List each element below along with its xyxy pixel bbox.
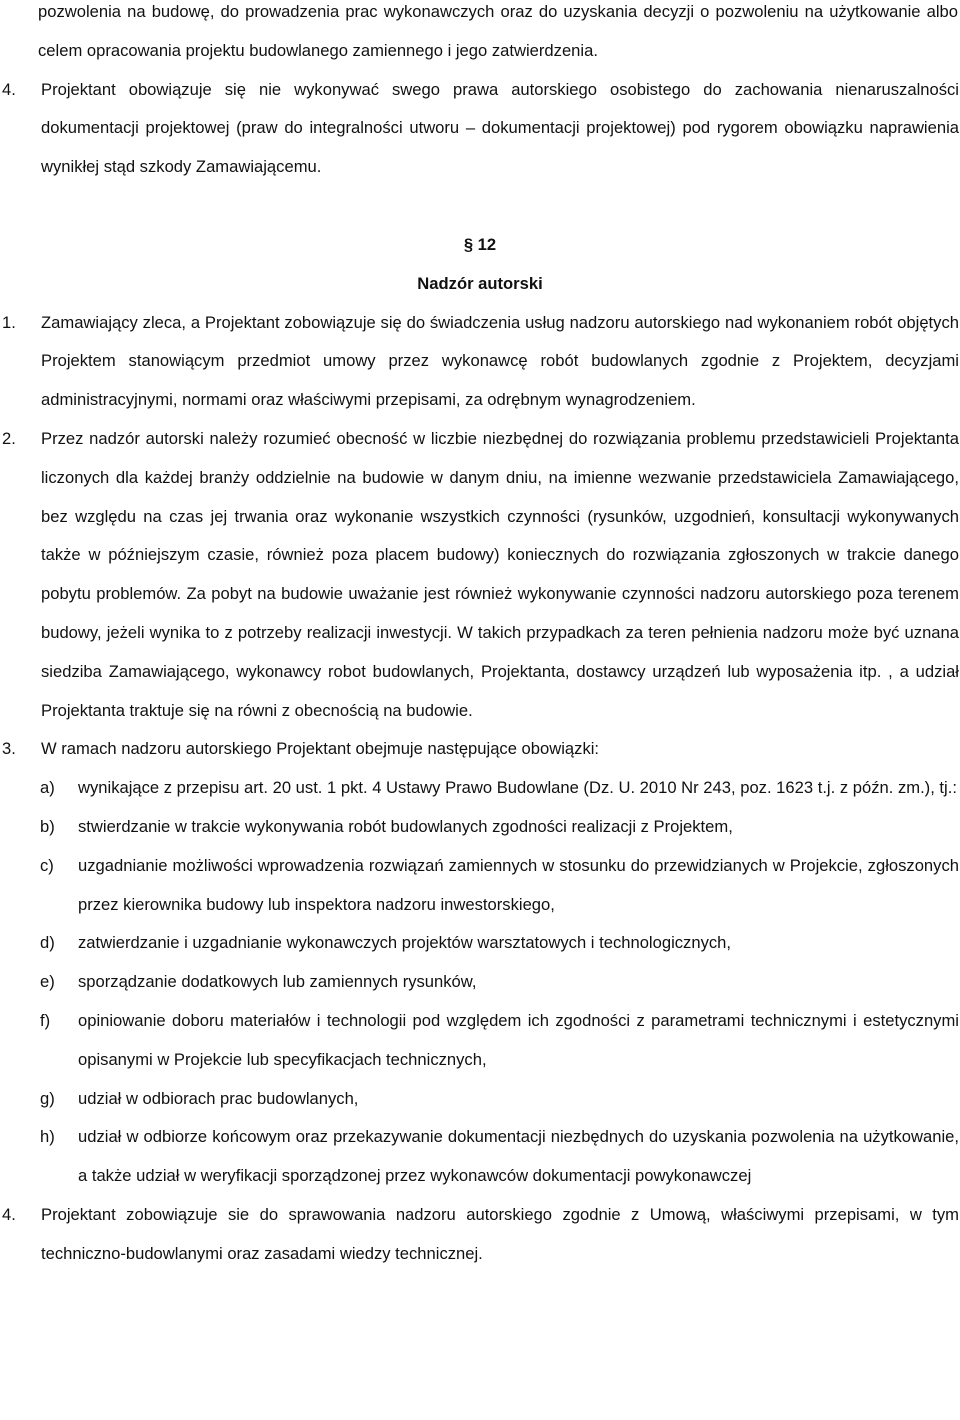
paragraph-fragment [0,0,960,71]
list-item-1 [0,304,960,420]
list-item-3 [0,730,960,769]
sub-item-b [0,808,960,847]
section-title: Nadzór autorski [417,273,543,293]
sub-item-text: opiniowanie doboru materiałów i technologii pod względem ich zgodności z parametrami technicznymi i estetycznymi opisanymi w Projekcie lub specyfikacjach technicznych, [78,1010,959,1069]
sub-item-letter: b) [40,816,55,836]
sub-item-letter: h) [40,1127,55,1147]
list-item-text: Przez nadzór autorski należy rozumieć obecność w liczbie niezbędnej do rozwiązania problemu przedstawicieli Projektanta liczonych dla każdej branży oddzielnie na budowie w danym dniu, na imienne wezwanie przedstawiciela Zamawiającego, bez względu na czas jej trwania oraz wykonanie wszystkich czynności (rysunków, uzgodnień, konsultacji wykonywanych także w późniejszym czasie, również poza placem budowy) koniecznych do rozwiązania zgłoszonych w trakcie danego pobytu problemów. Za pobyt na budowie uważanie jest również wykonywanie czynności nadzoru autorskiego poza terenem budowy, jeżeli wynika to z potrzeby realizacji inwestycji. W takich przypadkach za teren pełnienia nadzoru może być uznana siedziba Zamawiającego, wykonawcy robot budowlanych, Projektanta, dostawcy urządzeń lub wyposażenia itp. , a udział Projektanta traktuje się na równi z obecnością na budowie. [41,428,959,720]
sub-item-letter: g) [40,1088,55,1108]
sub-item-text: sporządzanie dodatkowych lub zamiennych rysunków, [78,972,477,992]
sub-item-letter: e) [40,972,55,992]
section-number: § 12 [463,234,497,254]
sub-item-a [0,769,960,808]
list-item-text: Projektant zobowiązuje sie do sprawowania nadzoru autorskiego zgodnie z Umową, właściwymi przepisami, w tym techniczno-budowlanymi oraz zasadami wiedzy technicznej. [41,1204,959,1263]
sub-item-h [0,1118,960,1196]
sub-item-f [0,1002,960,1080]
list-item-4-previous [0,71,960,187]
paragraph-fragment-text: pozwolenia na budowę, do prowadzenia prac wykonawczych oraz do uzyskania decyzji o pozwoleniu na użytkowanie albo celem opracowania projektu budowlanego zamiennego i jego zatwierdzenia. [38,2,958,60]
sub-item-text: stwierdzanie w trakcie wykonywania robót budowlanych zgodności realizacji z Projektem, [78,816,733,836]
sub-item-letter: a) [40,778,55,798]
list-item-text: Projektant obowiązuje się nie wykonywać swego prawa autorskiego osobistego do zachowania nienaruszalności dokumentacji projektowej (praw do integralności utworu – dokumentacji projektowej) pod rygorem obowiązku naprawienia wynikłej stąd szkody Zamawiającemu. [41,79,959,177]
list-item-number: 1. [2,312,16,332]
sub-item-text: udział w odbiorze końcowym oraz przekazywanie dokumentacji niezbędnych do uzyskania pozwolenia na użytkowanie, a także udział w weryfikacji sporządzonej przez wykonawców dokumentacji powykonawczej [78,1127,959,1186]
sub-item-text: uzgadnianie możliwości wprowadzenia rozwiązań zamiennych w stosunku do przewidzianych w Projekcie, zgłoszonych przez kierownika budowy lub inspektora nadzoru inwestorskiego, [78,855,959,914]
list-item-number: 3. [2,739,16,759]
section-heading [0,226,960,304]
sub-item-letter: c) [40,855,54,875]
sub-item-letter: d) [40,933,55,953]
sub-item-g [0,1080,960,1119]
sub-item-letter: f) [40,1010,51,1030]
sub-item-d [0,924,960,963]
sub-item-text: udział w odbiorach prac budowlanych, [78,1088,359,1108]
sub-item-text: wynikające z przepisu art. 20 ust. 1 pkt. 4 Ustawy Prawo Budowlane (Dz. U. 2010 Nr 243, poz. 1623 t.j. z późn. zm.), tj.: [78,778,957,798]
list-item-text: W ramach nadzoru autorskiego Projektant obejmuje następujące obowiązki: [41,739,600,759]
sub-item-e [0,963,960,1002]
list-item-number: 4. [2,79,16,99]
list-item-number: 2. [2,428,16,448]
list-item-text: Zamawiający zleca, a Projektant zobowiązuje się do świadczenia usług nadzoru autorskiego nad wykonaniem robót objętych Projektem stanowiącym przedmiot umowy przez wykonawcę robót budowlanych zgodnie z Projektem, decyzjami administracyjnymi, normami oraz właściwymi przepisami, za odrębnym wynagrodzeniem. [41,312,959,410]
list-item-2 [0,420,960,730]
list-item-number: 4. [2,1204,16,1224]
sub-item-c [0,847,960,925]
sub-item-text: zatwierdzanie i uzgadnianie wykonawczych projektów warsztatowych i technologicznych, [78,933,732,953]
list-item-4 [0,1196,960,1274]
